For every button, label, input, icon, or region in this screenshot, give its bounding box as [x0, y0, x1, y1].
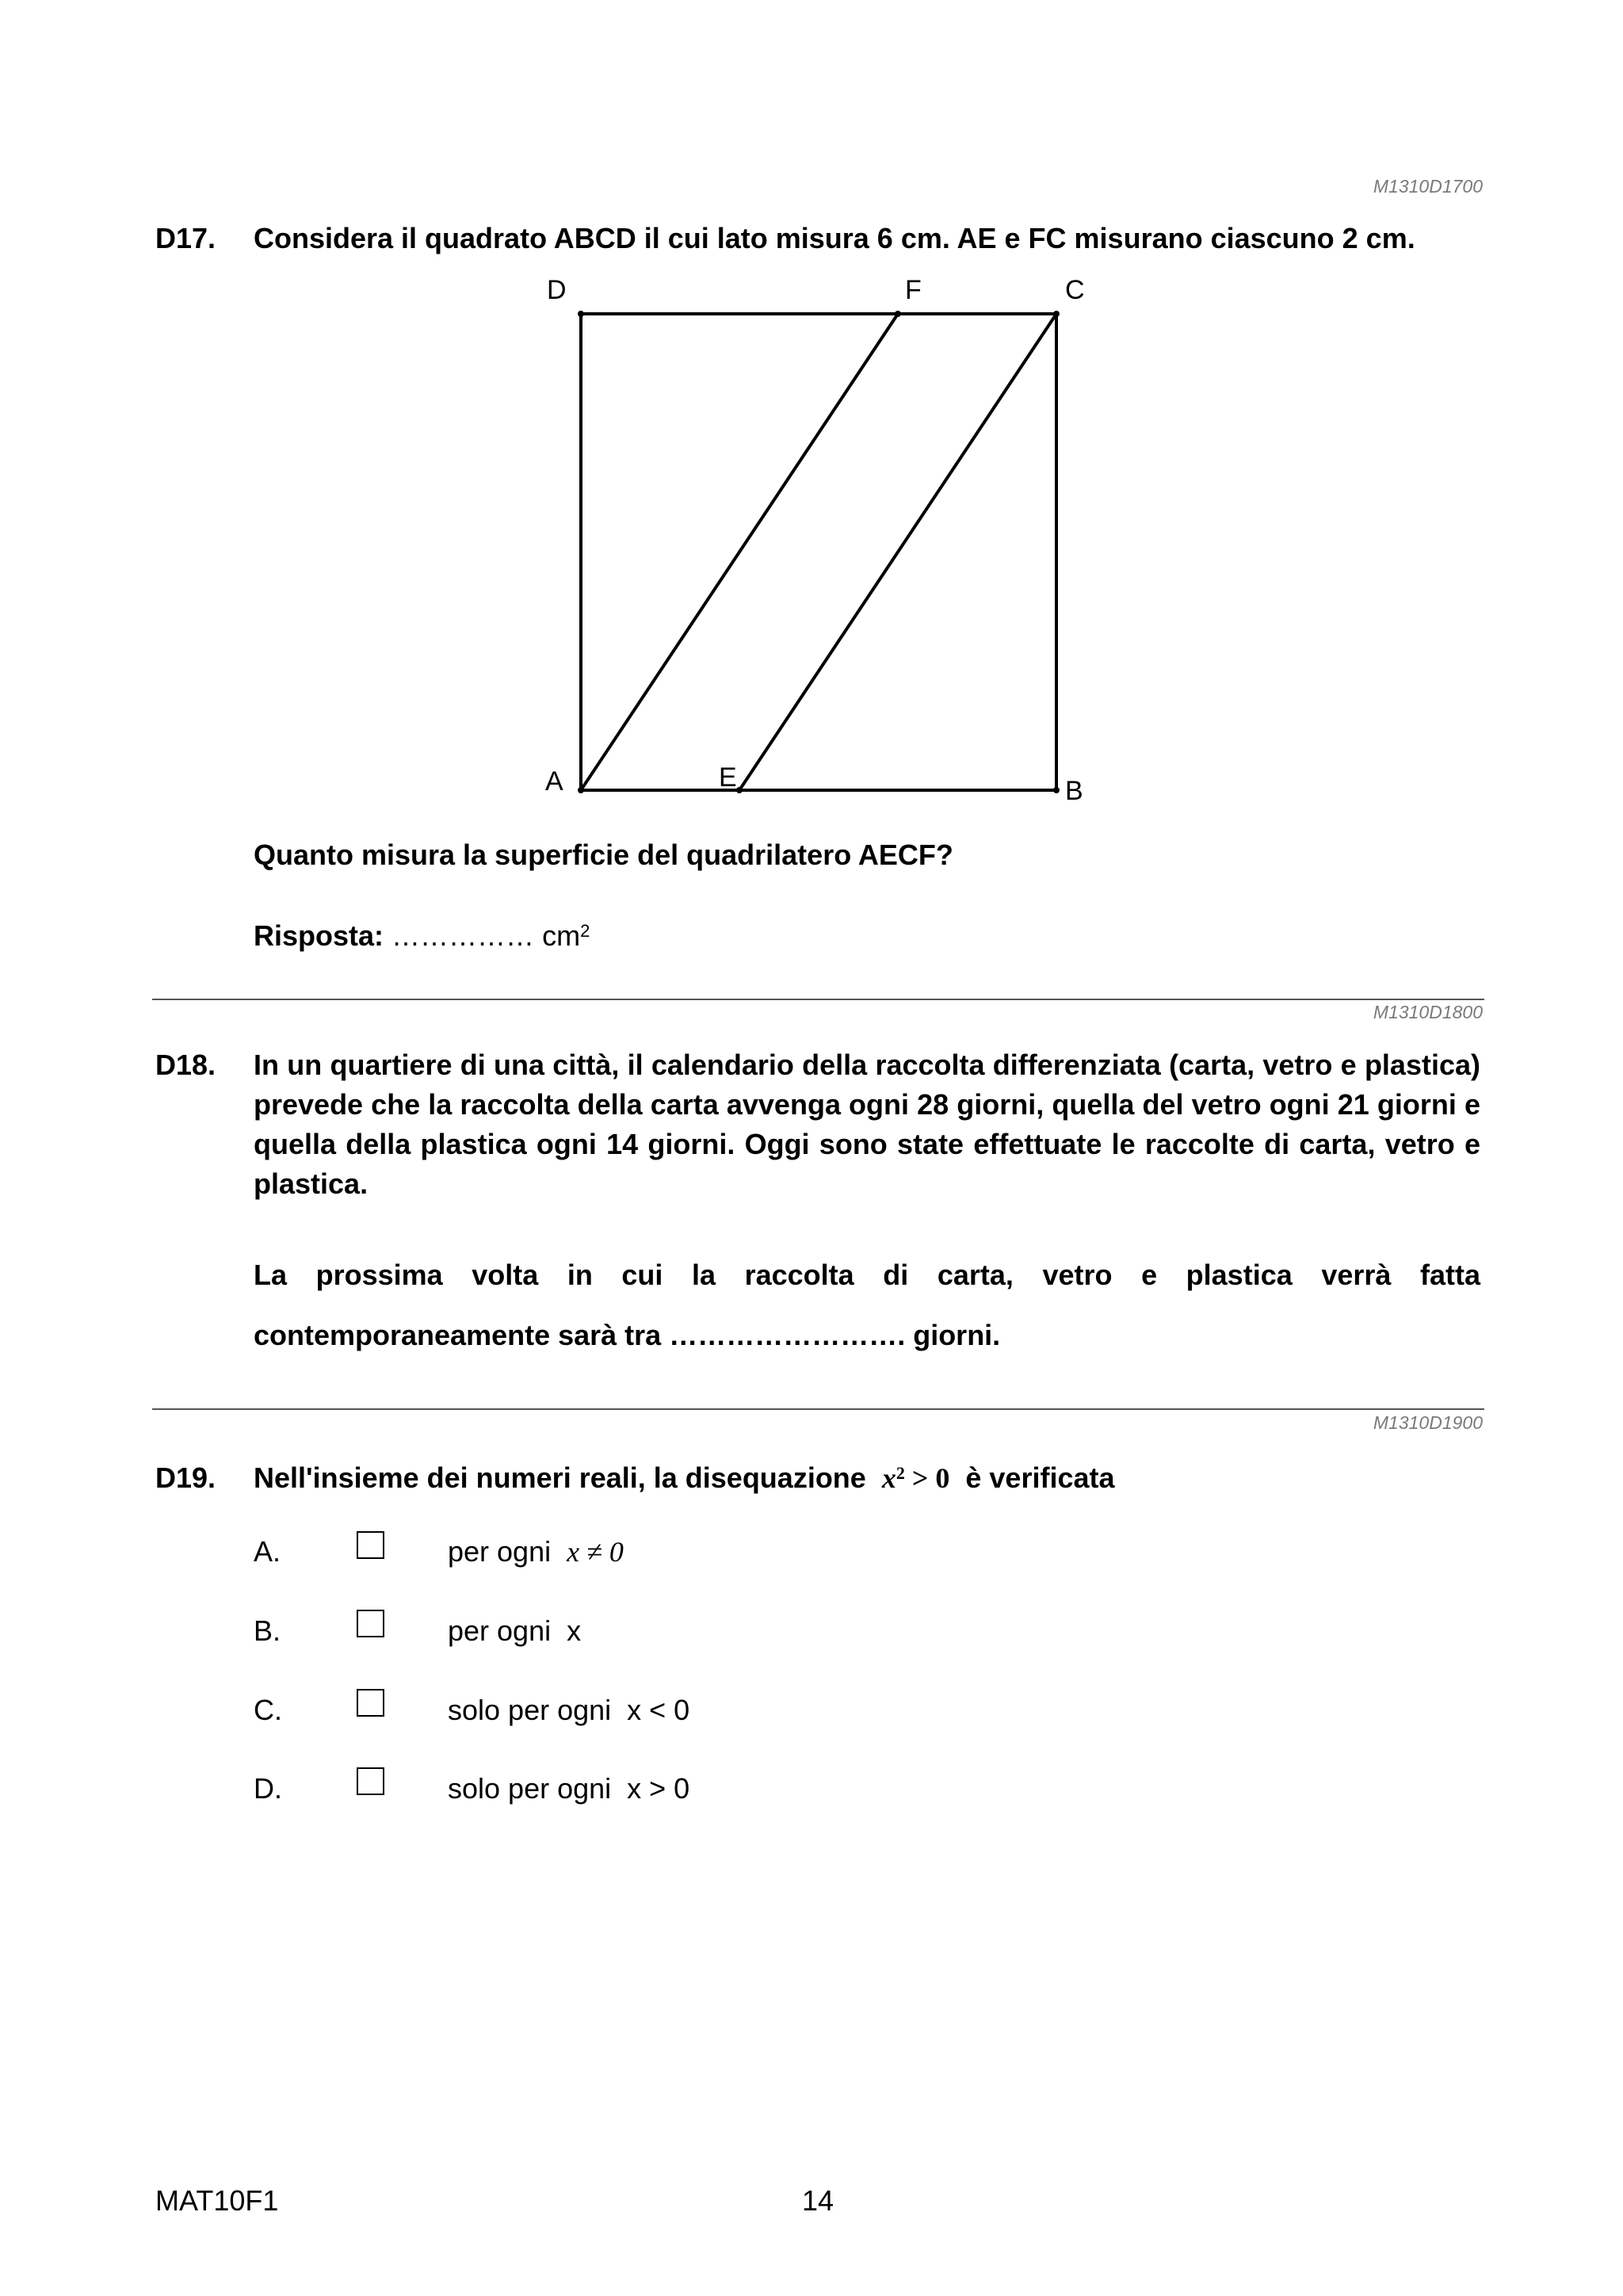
- question-number-d18: D18.: [155, 1049, 216, 1081]
- option-a-text: [448, 1532, 624, 1572]
- label-e: E: [719, 762, 737, 793]
- option-a-math: x ≠ 0: [567, 1536, 624, 1568]
- label-a: A: [545, 766, 563, 797]
- option-c-checkbox[interactable]: [357, 1689, 384, 1717]
- option-b-math: x: [567, 1614, 582, 1647]
- math-rest: > 0: [904, 1462, 950, 1494]
- answer-unit: cm: [542, 919, 581, 952]
- answer-blank[interactable]: ……………: [391, 919, 535, 952]
- option-d-letter: D.: [254, 1772, 282, 1805]
- label-d: D: [547, 275, 567, 305]
- divider-2: [152, 1408, 1484, 1410]
- answer-line-d17: [254, 916, 590, 956]
- vertex-e-point: [736, 787, 743, 793]
- question-text-after: è verificata: [965, 1461, 1115, 1494]
- option-c-label: solo per ogni: [448, 1694, 612, 1726]
- question-number-d19: D19.: [155, 1461, 216, 1494]
- question-code-d17: M1310D1700: [1373, 176, 1483, 197]
- option-d-text: [448, 1769, 689, 1809]
- label-c: C: [1065, 275, 1085, 305]
- divider-1: [152, 999, 1484, 1000]
- question-text-before: Nell'insieme dei numeri reali, la disequazione: [254, 1461, 866, 1494]
- square-abcd-figure: [523, 273, 1109, 816]
- vertex-a-point: [578, 787, 584, 793]
- vertex-b-point: [1053, 787, 1060, 793]
- vertex-d-point: [578, 311, 584, 317]
- answer-label: Risposta:: [254, 919, 384, 952]
- vertex-f-point: [895, 311, 901, 317]
- segment-ec: [739, 314, 1056, 790]
- math-exponent: 2: [896, 1463, 905, 1483]
- math-variable: x: [881, 1462, 896, 1494]
- square-abcd-diagram: [523, 273, 1109, 812]
- option-d-checkbox[interactable]: [357, 1767, 384, 1795]
- option-b-checkbox[interactable]: [357, 1610, 384, 1637]
- label-f: F: [905, 275, 922, 305]
- option-c-letter: C.: [254, 1694, 282, 1726]
- question-text-d19: [254, 1458, 1115, 1498]
- question-code-d18: M1310D1800: [1373, 1002, 1483, 1022]
- question-number-d17: D17.: [155, 222, 216, 254]
- footer-page-number: 14: [802, 2184, 834, 2217]
- footer-document-code: MAT10F1: [155, 2184, 279, 2217]
- option-b-label: per ogni: [448, 1614, 552, 1647]
- question-text-d18: In un quartiere di una città, il calendario della raccolta differenziata (carta, vetro e plastica) prevede che la raccolta della carta avvenga ogni 28 giorni, quella del vetro ogni 21 giorni e quella della plastica ogni 14 giorni. Oggi sono state effettuate le raccolte di carta, vetro e plastica.: [254, 1049, 1480, 1200]
- option-d-label: solo per ogni: [448, 1772, 612, 1805]
- label-b: B: [1065, 776, 1083, 806]
- option-a-label: per ogni: [448, 1535, 552, 1568]
- option-b-letter: B.: [254, 1614, 281, 1647]
- option-a-letter: A.: [254, 1535, 281, 1568]
- option-d-math: x > 0: [627, 1772, 690, 1805]
- option-a-checkbox[interactable]: [357, 1531, 384, 1559]
- segment-af: [581, 314, 898, 790]
- answer-unit-exponent: 2: [580, 921, 590, 941]
- question-text-d17: Considera il quadrato ABCD il cui lato misura 6 cm. AE e FC misurano ciascuno 2 cm.: [254, 222, 1415, 254]
- question-code-d19: M1310D1900: [1373, 1412, 1483, 1433]
- question-prompt-d17: Quanto misura la superficie del quadrilatero AECF?: [254, 839, 953, 871]
- vertex-c-point: [1053, 311, 1060, 317]
- option-b-text: [448, 1611, 581, 1651]
- inequality-expression: [882, 1462, 950, 1494]
- option-c-text: [448, 1690, 689, 1730]
- question-prompt-d18: La prossima volta in cui la raccolta di carta, vetro e plastica verrà fatta contemporaneamente sarà tra ……………………. giorni.: [254, 1259, 1480, 1351]
- option-c-math: x < 0: [627, 1694, 690, 1726]
